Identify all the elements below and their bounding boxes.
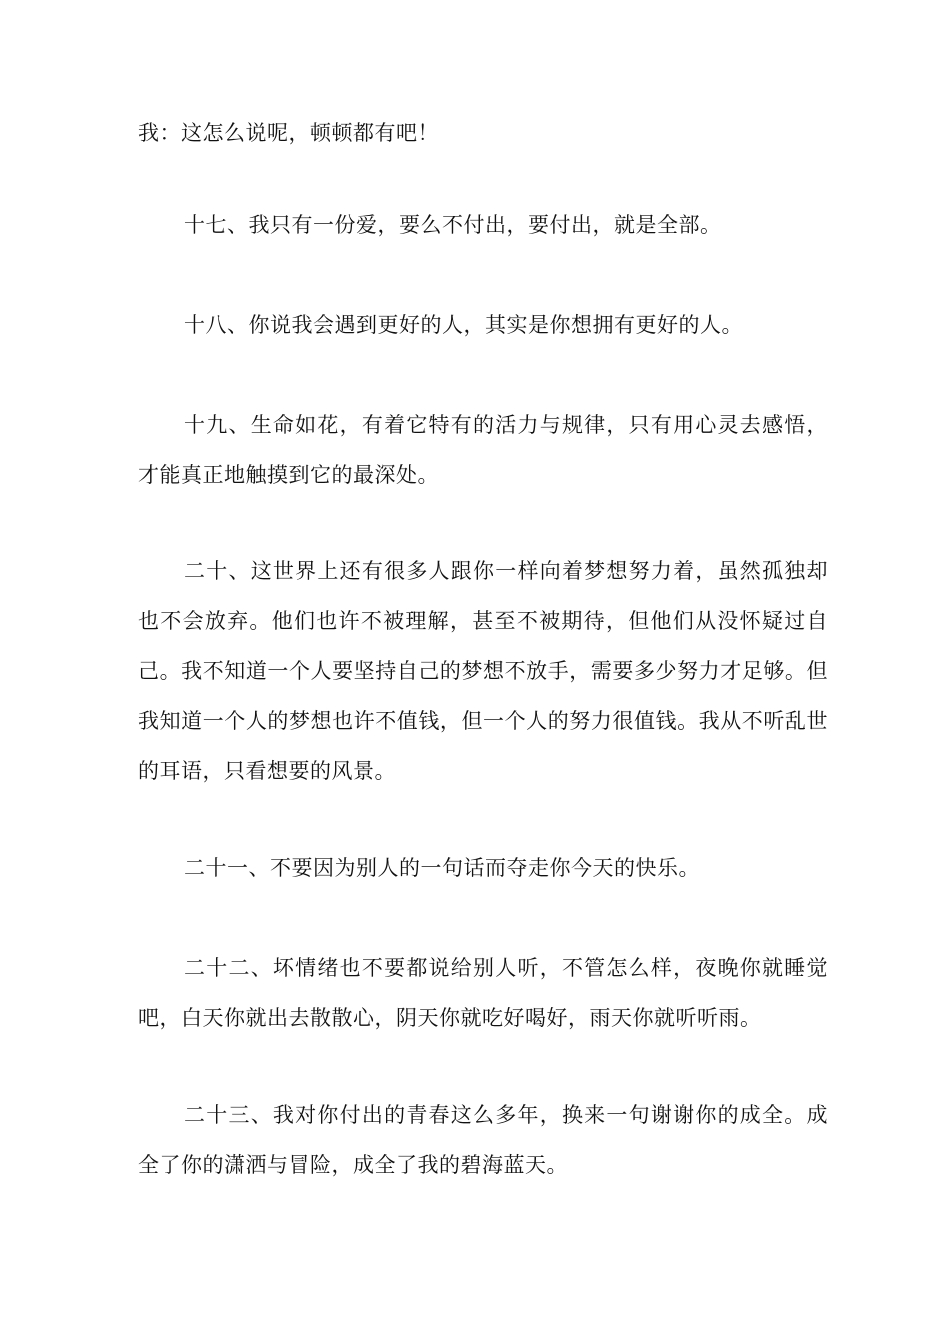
paragraph-23: 二十三、我对你付出的青春这么多年，换来一句谢谢你的成全。成全了你的潇洒与冒险，成全了我的碧海蓝天。 bbox=[138, 1103, 828, 1177]
paragraph-22: 二十二、坏情绪也不要都说给别人听，不管怎么样，夜晚你就睡觉吧，白天你就出去散散心，阴天你就吃好喝好，雨天你就听听雨。 bbox=[138, 956, 828, 1030]
paragraph-19: 十九、生命如花，有着它特有的活力与规律，只有用心灵去感悟，才能真正地触摸到它的最深处。 bbox=[138, 413, 828, 487]
paragraph-20: 二十、这世界上还有很多人跟你一样向着梦想努力着，虽然孤独却也不会放弃。他们也许不被理解，甚至不被期待，但他们从没怀疑过自己。我不知道一个人要坚持自己的梦想不放手，需要多少努力才足够。但我知道一个人的梦想也许不值钱，但一个人的努力很值钱。我从不听乱世的耳语，只看想要的风景。 bbox=[138, 559, 828, 783]
paragraph-17: 十七、我只有一份爱，要么不付出，要付出，就是全部。 bbox=[184, 213, 722, 237]
paragraph-dialogue: 我：这怎么说呢，顿顿都有吧！ bbox=[138, 121, 439, 145]
paragraph-21: 二十一、不要因为别人的一句话而夺走你今天的快乐。 bbox=[184, 856, 700, 880]
paragraph-18: 十八、你说我会遇到更好的人，其实是你想拥有更好的人。 bbox=[184, 313, 743, 337]
